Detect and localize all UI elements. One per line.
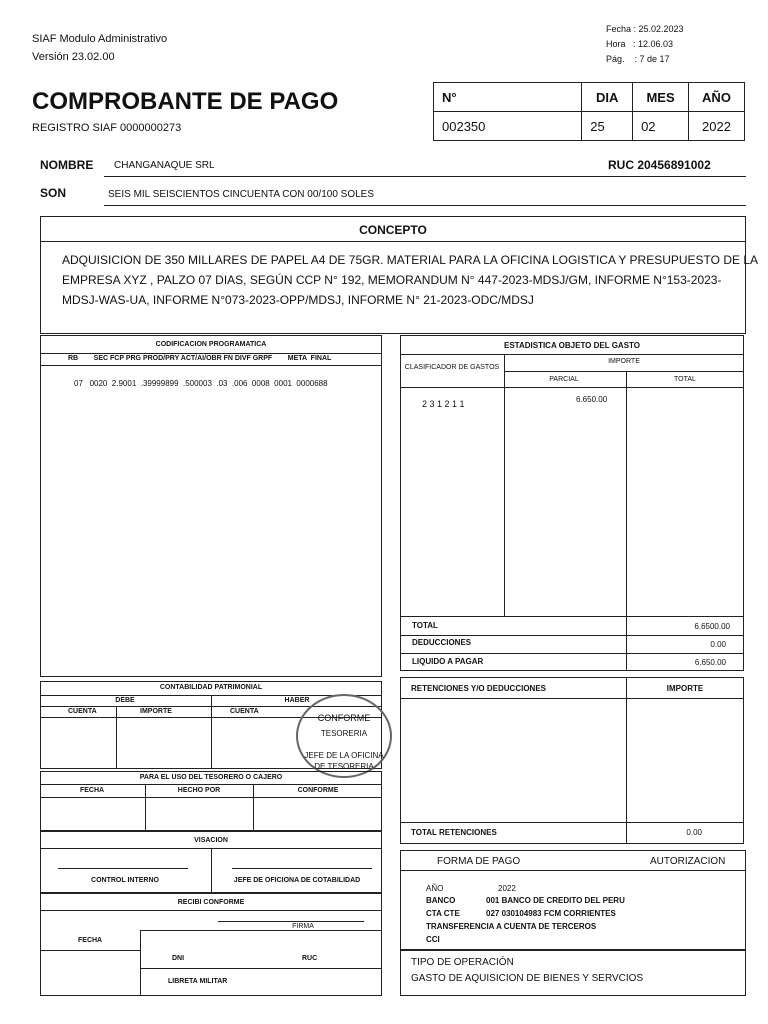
dia-header: DIA: [582, 83, 633, 112]
document-title: COMPROBANTE DE PAGO: [32, 88, 339, 115]
haber-cuenta-header: CUENTA: [230, 708, 259, 715]
dni-label: DNI: [172, 955, 185, 962]
transferencia-label: TRANSFERENCIA A CUENTA DE TERCEROS: [426, 922, 597, 931]
control-interno-label: CONTROL INTERNO: [91, 877, 159, 884]
numero-header: N°: [434, 83, 582, 112]
recibi-ruc-label: RUC: [302, 955, 318, 962]
tesorero-conforme-header: CONFORME: [297, 787, 339, 794]
ruc-value: RUC 20456891002: [608, 158, 711, 172]
dia-value: 25: [582, 112, 633, 141]
clasificador-code: 2 3 1 2 1 1: [422, 399, 465, 409]
concepto-line-1: ADQUISICION DE 350 MILLARES DE PAPEL A4 DE 75GR. MATERIAL PARA LA OFICINA LOGISTICA Y PRESUPUESTO DE LA: [62, 253, 759, 267]
parcial-value: 6.650.00: [576, 395, 608, 404]
retenciones-importe-header: IMPORTE: [666, 684, 704, 693]
pago-ano-label: AÑO: [426, 884, 444, 893]
cta-value: 027 030104983 FCM CORRIENTES: [486, 909, 616, 918]
contabilidad-title: CONTABILIDAD PATRIMONIAL: [159, 684, 263, 691]
total-retenciones-label: TOTAL RETENCIONES: [411, 828, 497, 837]
cta-label: CTA CTE: [426, 909, 460, 918]
banco-label: BANCO: [426, 896, 456, 905]
nombre-value: CHANGANAQUE SRL: [114, 160, 215, 171]
total-retenciones-value: 0.00: [686, 828, 702, 837]
estadistica-box: [400, 335, 744, 671]
debe-importe-header: IMPORTE: [140, 708, 172, 715]
concepto-line-3: MDSJ-WAS-UA, INFORME N°073-2023-OPP/MDSJ, INFORME N° 21-2023-ODC/MDSJ: [62, 293, 534, 307]
retenciones-title: RETENCIONES Y/O DEDUCCIONES: [411, 684, 546, 693]
recibi-title: RECIBI CONFORME: [177, 899, 245, 906]
deducciones-value: 0.00: [710, 640, 726, 649]
stamp-jefe: JEFE DE LA OFICINA: [304, 751, 384, 760]
jefe-contabilidad-label: JEFE DE OFICIONA DE COTABILIDAD: [233, 877, 361, 884]
son-label: SON: [40, 186, 67, 200]
liquido-value: 6.650.00: [694, 658, 726, 667]
concepto-line-2: EMPRESA XYZ , PALZO 07 DIAS, SEGÚN CCP N° 192, MEMORANDUM N° 447-2023-MDSJ/GM, INFORME N°153-2023-: [62, 273, 722, 287]
version: Versión 23.02.00: [32, 51, 115, 63]
stamp-conforme: CONFORME: [317, 713, 371, 723]
tesorero-fecha-header: FECHA: [79, 787, 105, 794]
forma-pago-title: FORMA DE PAGO: [437, 856, 521, 867]
pago-ano-value: 2022: [498, 884, 516, 893]
total-label: TOTAL: [412, 621, 438, 630]
codificacion-title: CODIFICACION PROGRAMATICA: [155, 341, 267, 348]
visacion-title: VISACION: [194, 837, 228, 844]
estadistica-title: ESTADISTICA OBJETO DEL GASTO: [503, 341, 641, 350]
liquido-label: LIQUIDO A PAGAR: [412, 657, 484, 666]
print-time: Hora : 12.06.03: [606, 39, 674, 49]
stamp-tesoreria: TESORERIA: [320, 729, 368, 738]
numero-table: [433, 82, 745, 141]
ano-value: 2022: [688, 112, 744, 141]
mes-header: MES: [633, 83, 689, 112]
recibi-fecha-label: FECHA: [78, 937, 103, 944]
ano-header: AÑO: [688, 83, 744, 112]
deducciones-label: DEDUCCIONES: [412, 638, 472, 647]
cci-label: CCI: [426, 935, 440, 944]
total-header: TOTAL: [674, 376, 696, 383]
parcial-header: PARCIAL: [549, 376, 579, 383]
firma-label: FIRMA: [292, 923, 314, 930]
nombre-label: NOMBRE: [40, 158, 94, 172]
autorizacion-title: AUTORIZACION: [650, 856, 726, 867]
banco-value: 001 BANCO DE CREDITO DEL PERU: [486, 896, 625, 905]
tipo-operacion-value: GASTO DE AQUISICION DE BIENES Y SERVCIOS: [411, 973, 644, 984]
tipo-operacion-label: TIPO DE OPERACIÓN: [411, 957, 514, 968]
debe-header: DEBE: [115, 697, 135, 704]
registro-siaf: REGISTRO SIAF 0000000273: [32, 122, 182, 134]
numero-value: 002350: [434, 112, 582, 141]
libreta-militar-label: LIBRETA MILITAR: [168, 978, 228, 985]
mes-value: 02: [633, 112, 689, 141]
son-value: SEIS MIL SEISCIENTOS CINCUENTA CON 00/100 SOLES: [108, 189, 375, 200]
haber-header: HABER: [284, 697, 310, 704]
tesorero-title: PARA EL USO DEL TESORERO O CAJERO: [139, 774, 283, 781]
codificacion-row: 07 0020 2.9001 .39999899 .500003 .03 .006 0008 0001 0000688: [74, 379, 328, 388]
print-date: Fecha : 25.02.2023: [606, 24, 684, 34]
codificacion-columns: RB SEC FCP PRG PROD/PRY ACT/AI/OBR FN DIVF GRPF META FINAL: [68, 355, 332, 362]
stamp-de-tesoreria: DE TESORERIA: [314, 762, 374, 771]
hecho-por-header: HECHO POR: [177, 787, 221, 794]
retenciones-box: [400, 677, 744, 844]
importe-header: IMPORTE: [608, 358, 640, 365]
debe-cuenta-header: CUENTA: [68, 708, 97, 715]
concepto-title: CONCEPTO: [359, 223, 427, 237]
clasificador-header: CLASIFICADOR DE GASTOS: [404, 364, 500, 371]
page-number: Pág. : 7 de 17: [606, 54, 670, 64]
total-value: 6.6500.00: [694, 622, 730, 631]
app-name: SIAF Modulo Administrativo: [32, 33, 168, 45]
